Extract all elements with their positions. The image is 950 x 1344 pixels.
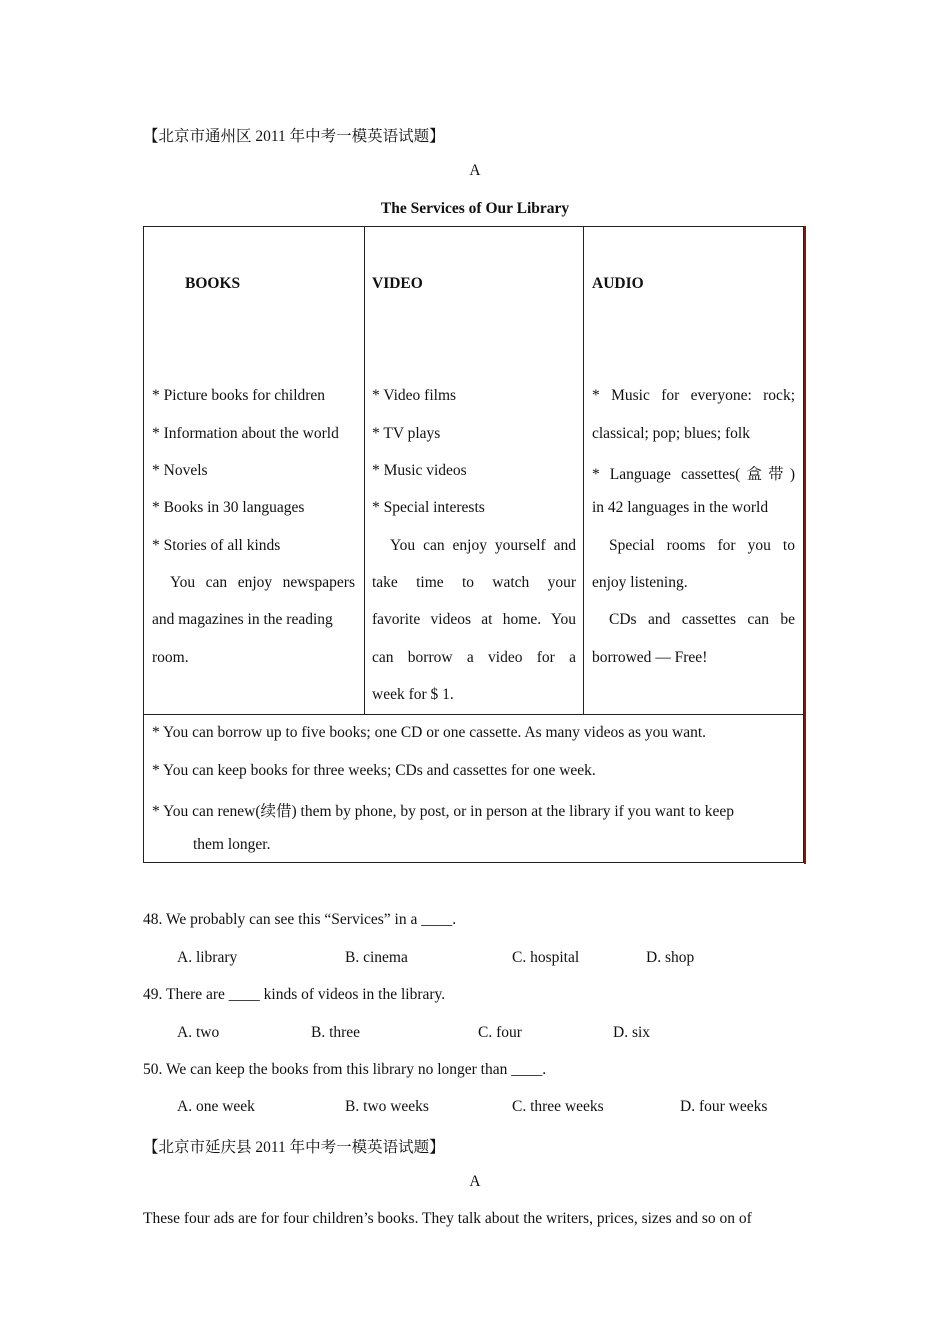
audio-item: in 42 languages in the world bbox=[592, 499, 769, 516]
books-note: You can enjoy newspapers bbox=[170, 574, 355, 591]
books-item: * Books in 30 languages bbox=[152, 499, 305, 516]
audio-item: * Music for everyone: rock; bbox=[592, 387, 795, 404]
books-item: * Picture books for children bbox=[152, 387, 326, 404]
option-c: C. hospital bbox=[512, 949, 580, 966]
table-note: * You can renew(续借) them by phone, by post, or in person at the library if you want to keep bbox=[152, 803, 734, 820]
books-header: BOOKS bbox=[185, 275, 241, 292]
option-d: D. shop bbox=[646, 949, 695, 966]
books-note: room. bbox=[152, 649, 189, 666]
option-a: A. one week bbox=[177, 1098, 255, 1115]
option-d: D. four weeks bbox=[680, 1098, 768, 1115]
audio-note: CDs and cassettes can be bbox=[609, 611, 795, 628]
section-source-2: 【北京市延庆县 2011 年中考一模英语试题】 bbox=[143, 1139, 445, 1156]
video-note: take time to watch your bbox=[372, 574, 576, 591]
audio-note: enjoy listening. bbox=[592, 574, 688, 591]
books-item: * Stories of all kinds bbox=[152, 537, 281, 554]
option-b: B. three bbox=[311, 1024, 361, 1041]
video-note: You can enjoy yourself and bbox=[390, 537, 576, 554]
option-c: C. four bbox=[478, 1024, 522, 1041]
question-49: 49. There are ____ kinds of videos in the library. bbox=[143, 986, 446, 1003]
option-b: B. cinema bbox=[345, 949, 408, 966]
video-item: * TV plays bbox=[372, 425, 441, 442]
video-note: favorite videos at home. You bbox=[372, 611, 576, 628]
passage-title: The Services of Our Library bbox=[380, 200, 570, 217]
option-a: A. two bbox=[177, 1024, 220, 1041]
video-item: * Special interests bbox=[372, 499, 485, 516]
option-c: C. three weeks bbox=[512, 1098, 604, 1115]
row-divider bbox=[144, 714, 803, 715]
table-note: * You can borrow up to five books; one CD or one cassette. As many videos as you want. bbox=[152, 724, 707, 741]
audio-column bbox=[583, 227, 805, 714]
books-note: and magazines in the reading bbox=[152, 611, 333, 628]
books-item: * Novels bbox=[152, 462, 208, 479]
books-column bbox=[144, 227, 364, 714]
audio-item: * Language cassettes(盒带) bbox=[592, 466, 795, 483]
question-50: 50. We can keep the books from this library no longer than ____. bbox=[143, 1061, 547, 1078]
services-table bbox=[143, 226, 804, 863]
section-source: 【北京市通州区 2011 年中考一模英语试题】 bbox=[143, 128, 445, 145]
video-note: can borrow a video for a bbox=[372, 649, 576, 666]
passage-label-2: A bbox=[469, 1173, 481, 1190]
option-b: B. two weeks bbox=[345, 1098, 429, 1115]
audio-note: Special rooms for you to bbox=[609, 537, 795, 554]
video-note: week for $ 1. bbox=[372, 686, 454, 703]
question-48: 48. We probably can see this “Services” in a ____. bbox=[143, 911, 457, 928]
table-note: * You can keep books for three weeks; CDs and cassettes for one week. bbox=[152, 762, 596, 779]
video-item: * Music videos bbox=[372, 462, 467, 479]
video-column bbox=[364, 227, 583, 714]
books-item: * Information about the world bbox=[152, 425, 339, 442]
option-d: D. six bbox=[613, 1024, 651, 1041]
passage-label: A bbox=[469, 162, 481, 179]
audio-note: borrowed — Free! bbox=[592, 649, 708, 666]
audio-item: classical; pop; blues; folk bbox=[592, 425, 750, 442]
table-note: them longer. bbox=[193, 836, 271, 853]
option-a: A. library bbox=[177, 949, 238, 966]
video-header: VIDEO bbox=[372, 275, 423, 292]
audio-header: AUDIO bbox=[592, 275, 644, 292]
passage-intro: These four ads are for four children’s books. They talk about the writers, prices, sizes and so on of bbox=[143, 1210, 752, 1227]
video-item: * Video films bbox=[372, 387, 457, 404]
